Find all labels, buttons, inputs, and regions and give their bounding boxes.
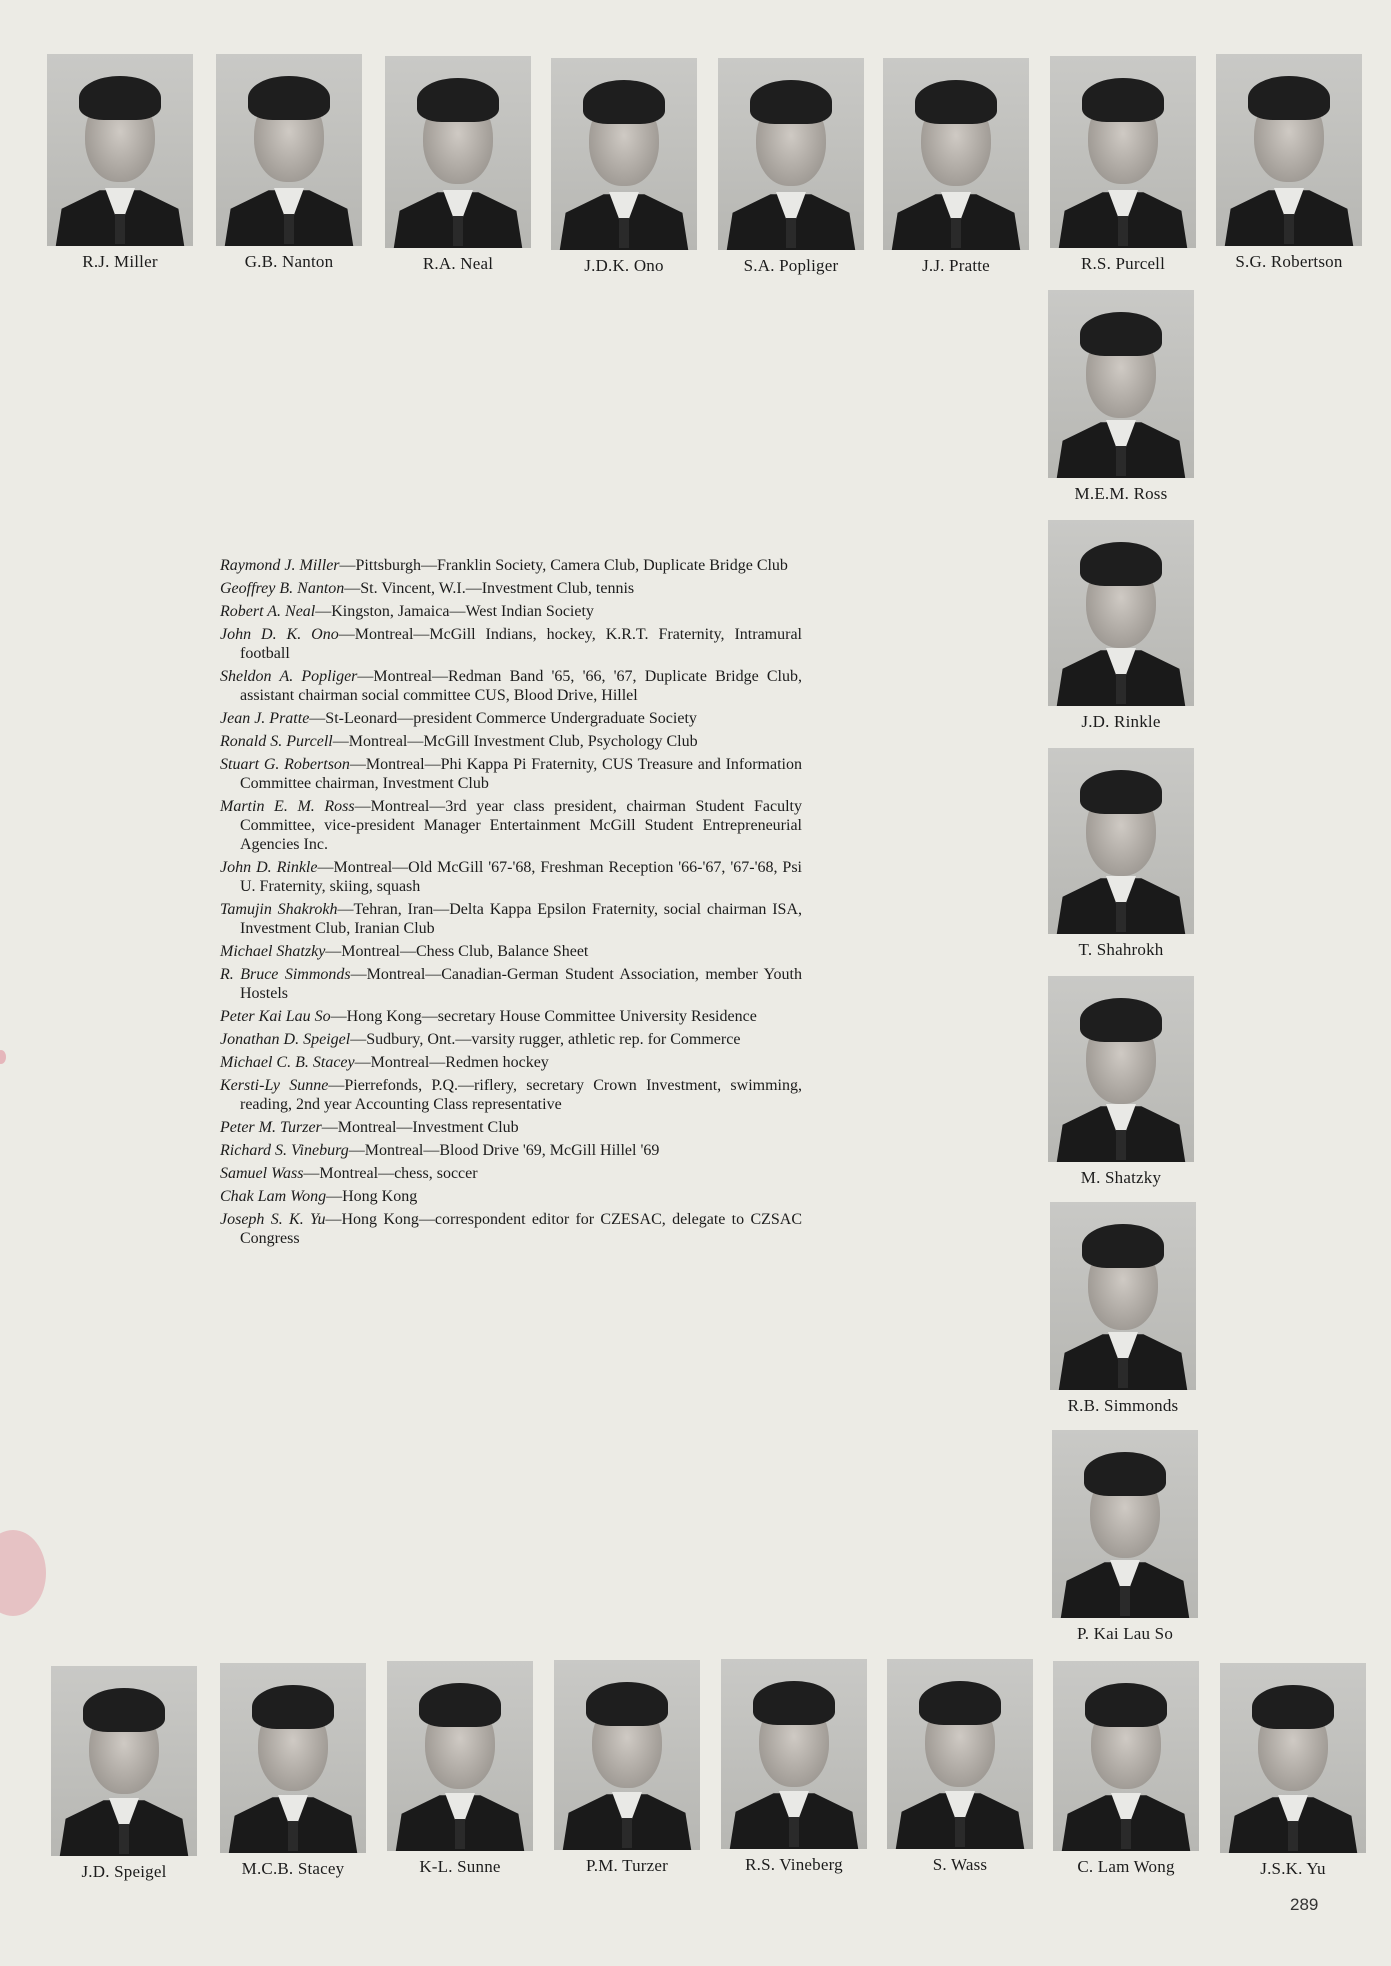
portrait-caption: M.C.B. Stacey	[241, 1859, 345, 1878]
portrait	[1052, 1430, 1198, 1644]
bio-entry	[220, 602, 802, 621]
portrait-photo	[554, 1660, 700, 1850]
bio-text: —St. Vincent, W.I.—Investment Club, tennis	[344, 580, 635, 597]
portrait-photo	[1048, 976, 1194, 1162]
portrait-caption: K-L. Sunne	[419, 1857, 501, 1876]
portrait	[883, 58, 1029, 276]
bio-text: —Montreal—chess, soccer	[303, 1165, 478, 1182]
portrait	[1048, 520, 1194, 732]
bio-entry	[220, 1164, 802, 1183]
portrait	[1048, 748, 1194, 960]
page-stain	[0, 1530, 46, 1616]
portrait-caption: M. Shatzky	[1080, 1168, 1162, 1187]
portrait-photo	[1050, 56, 1196, 248]
portrait-caption: R.J. Miller	[82, 252, 158, 271]
portrait	[718, 58, 864, 276]
portrait-photo	[1216, 54, 1362, 246]
portrait-photo	[47, 54, 193, 246]
portrait	[1216, 54, 1362, 272]
bio-name: Ronald S. Purcell	[220, 733, 333, 750]
bio-text: —Hong Kong—secretary House Committee University Residence	[330, 1008, 757, 1025]
bio-text: —Montreal—3rd year class president, chairman Student Faculty Committee, vice-president Manager Entertainment McGill Student Entrepreneurial Agencies Inc.	[240, 798, 802, 853]
bio-name: Tamujin Shakrokh	[220, 901, 338, 918]
portrait-photo	[1048, 520, 1194, 706]
bio-entry	[220, 1076, 802, 1114]
bio-name: Chak Lam Wong	[220, 1188, 327, 1205]
bio-name: Peter M. Turzer	[220, 1119, 322, 1136]
bio-entry	[220, 556, 802, 575]
bio-entry	[220, 667, 802, 705]
bio-entry	[220, 625, 802, 663]
bio-entry	[220, 732, 802, 751]
portrait-photo	[718, 58, 864, 250]
bio-entry	[220, 858, 802, 896]
bio-entry	[220, 797, 802, 854]
bio-text: —Montreal—Phi Kappa Pi Fraternity, CUS Treasure and Information Committee chairman, Investment Club	[240, 756, 802, 792]
portrait-photo	[385, 56, 531, 248]
portrait	[387, 1661, 533, 1877]
portrait	[216, 54, 362, 272]
portrait-caption: S.G. Robertson	[1235, 252, 1343, 271]
bio-name: Michael Shatzky	[220, 943, 326, 960]
portrait-photo	[1048, 748, 1194, 934]
portrait-photo	[387, 1661, 533, 1851]
bio-text: —Montreal—Redman Band '65, '66, '67, Duplicate Bridge Club, assistant chairman social committee CUS, Blood Drive, Hillel	[240, 668, 802, 704]
bio-entry	[220, 1187, 802, 1206]
portrait-caption: R.B. Simmonds	[1067, 1396, 1179, 1415]
portrait-photo	[887, 1659, 1033, 1849]
bio-name: Geoffrey B. Nanton	[220, 580, 345, 597]
portrait-photo	[51, 1666, 197, 1856]
portrait-caption: C. Lam Wong	[1077, 1857, 1175, 1876]
bio-text: —Tehran, Iran—Delta Kappa Epsilon Fraternity, social chairman ISA, Investment Club, Iranian Club	[240, 901, 803, 937]
portrait	[1053, 1661, 1199, 1877]
bio-text: —Montreal—Canadian-German Student Association, member Youth Hostels	[240, 966, 802, 1002]
bio-text: —Montreal—Old McGill '67-'68, Freshman Reception '66-'67, '67-'68, Psi U. Fraternity, skiing, squash	[240, 859, 803, 895]
bio-entry	[220, 755, 802, 793]
bio-text: —Pierrefonds, P.Q.—riflery, secretary Crown Investment, swimming, reading, 2nd year Accounting Class representative	[240, 1077, 802, 1113]
portrait-photo	[1052, 1430, 1198, 1618]
bio-text: —Montreal—Redmen hockey	[354, 1054, 549, 1071]
bio-text: —Montreal—McGill Indians, hockey, K.R.T. Fraternity, Intramural football	[240, 626, 802, 662]
portrait-caption: S.A. Popliger	[743, 256, 839, 275]
bio-name: Michael C. B. Stacey	[220, 1054, 355, 1071]
portrait	[1048, 290, 1194, 504]
bio-entry	[220, 1007, 802, 1026]
bio-entry	[220, 1030, 802, 1049]
bio-entry	[220, 942, 802, 961]
bio-name: Martin E. M. Ross	[220, 798, 355, 815]
portrait-caption: T. Shahrokh	[1078, 940, 1164, 959]
bio-entry	[220, 1118, 802, 1137]
bio-text: —Hong Kong	[326, 1188, 418, 1205]
portrait-caption: G.B. Nanton	[244, 252, 334, 271]
portrait-caption: R.S. Vineberg	[745, 1855, 843, 1874]
bio-text: —Montreal—Chess Club, Balance Sheet	[325, 943, 589, 960]
portrait	[1050, 1202, 1196, 1416]
portrait	[220, 1663, 366, 1879]
portrait	[721, 1659, 867, 1875]
page-number: 289	[1290, 1895, 1319, 1914]
bio-entry	[220, 965, 802, 1003]
bio-name: Sheldon A. Popliger	[220, 668, 358, 685]
bio-entry	[220, 709, 802, 728]
page-stain-small	[0, 1050, 6, 1064]
portrait-caption: R.A. Neal	[422, 254, 494, 273]
bio-text: —Hong Kong—correspondent editor for CZESAC, delegate to CZSAC Congress	[240, 1211, 803, 1247]
biography-list	[220, 556, 802, 1252]
bio-name: Peter Kai Lau So	[220, 1008, 331, 1025]
portrait-photo	[1053, 1661, 1199, 1851]
portrait-photo	[220, 1663, 366, 1853]
portrait-photo	[216, 54, 362, 246]
bio-name: Robert A. Neal	[220, 603, 316, 620]
portrait	[554, 1660, 700, 1876]
bio-text: —Kingston, Jamaica—West Indian Society	[315, 603, 594, 620]
bio-text: —Sudbury, Ont.—varsity rugger, athletic rep. for Commerce	[350, 1031, 741, 1048]
portrait	[51, 1666, 197, 1882]
portrait-photo	[1050, 1202, 1196, 1390]
bio-name: John D. Rinkle	[220, 859, 318, 876]
portrait-caption: P.M. Turzer	[585, 1856, 669, 1875]
portrait-caption: J.J. Pratte	[922, 256, 990, 275]
bio-name: Samuel Wass	[220, 1165, 304, 1182]
bio-entry	[220, 1210, 802, 1248]
bio-name: Raymond J. Miller	[220, 557, 340, 574]
portrait	[551, 58, 697, 276]
bio-entry	[220, 579, 802, 598]
bio-text: —Pittsburgh—Franklin Society, Camera Club, Duplicate Bridge Club	[339, 557, 788, 574]
bio-name: Richard S. Vineburg	[220, 1142, 349, 1159]
portrait-caption: J.D. Speigel	[81, 1862, 167, 1881]
portrait-photo	[883, 58, 1029, 250]
bio-name: Jonathan D. Speigel	[220, 1031, 351, 1048]
portrait-caption: P. Kai Lau So	[1076, 1624, 1174, 1643]
bio-name: Jean J. Pratte	[220, 710, 310, 727]
bio-name: John D. K. Ono	[220, 626, 339, 643]
portrait-caption: S. Wass	[932, 1855, 988, 1874]
portrait	[47, 54, 193, 272]
portrait-caption: M.E.M. Ross	[1074, 484, 1168, 503]
portrait-photo	[551, 58, 697, 250]
bio-entry	[220, 1053, 802, 1072]
bio-text: —Montreal—McGill Investment Club, Psychology Club	[332, 733, 698, 750]
portrait	[385, 56, 531, 274]
bio-name: R. Bruce Simmonds	[220, 966, 351, 983]
bio-name: Stuart G. Robertson	[220, 756, 350, 773]
bio-name: Joseph S. K. Yu	[220, 1211, 326, 1228]
portrait-photo	[1220, 1663, 1366, 1853]
bio-name: Kersti-Ly Sunne	[220, 1077, 329, 1094]
portrait	[1048, 976, 1194, 1188]
portrait-caption: J.D.K. Ono	[584, 256, 664, 275]
portrait-caption: J.S.K. Yu	[1260, 1859, 1326, 1878]
bio-text: —Montreal—Blood Drive '69, McGill Hillel '69	[348, 1142, 660, 1159]
portrait	[1220, 1663, 1366, 1879]
bio-entry	[220, 900, 802, 938]
portrait-photo	[721, 1659, 867, 1849]
portrait	[1050, 56, 1196, 274]
portrait	[887, 1659, 1033, 1875]
bio-text: —Montreal—Investment Club	[321, 1119, 519, 1136]
portrait-caption: R.S. Purcell	[1080, 254, 1166, 273]
portrait-caption: J.D. Rinkle	[1081, 712, 1161, 731]
portrait-photo	[1048, 290, 1194, 478]
bio-text: —St-Leonard—president Commerce Undergraduate Society	[309, 710, 697, 727]
bio-entry	[220, 1141, 802, 1160]
